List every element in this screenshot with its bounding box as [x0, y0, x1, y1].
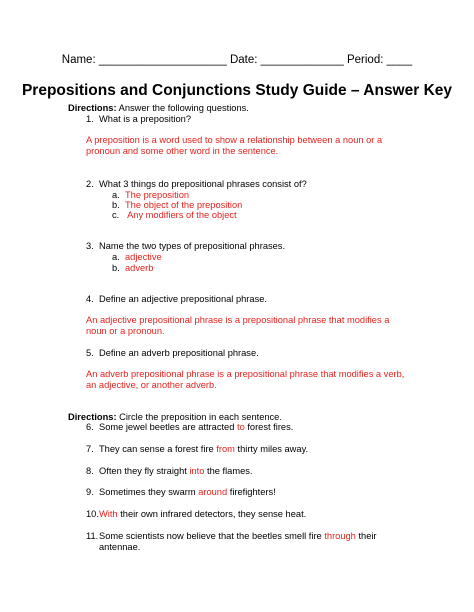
question-number: 1. — [86, 114, 94, 124]
sentence-after: firefighters! — [227, 487, 276, 497]
question-number: 3. — [86, 241, 94, 251]
question-1 — [86, 114, 191, 125]
question-number: 5. — [86, 348, 94, 358]
item-text: adverb — [125, 263, 154, 273]
question-text: Name the two types of prepositional phrases. — [99, 241, 286, 251]
item-letter: b. — [112, 200, 120, 210]
answer-4-line-1: An adjective prepositional phrase is a prepositional phrase that modifies a — [86, 315, 390, 325]
directions-label: Directions: — [68, 103, 117, 113]
question-number: 9. — [86, 487, 94, 497]
question-number: 8. — [86, 466, 94, 476]
question-text: Define an adjective prepositional phrase. — [99, 294, 267, 304]
item-text: The object of the preposition — [125, 200, 243, 210]
item-letter: a. — [112, 252, 120, 262]
answer-5-line-2: an adjective, or another adverb. — [86, 380, 217, 390]
question-number: 7. — [86, 444, 94, 454]
item-text: The preposition — [125, 190, 190, 200]
question-5 — [86, 348, 259, 359]
question-text: What is a preposition? — [99, 114, 191, 124]
answer-3a — [112, 252, 162, 263]
question-number: 11. — [86, 531, 99, 541]
answer-2c — [112, 210, 237, 221]
sentence-after: thirty miles away. — [234, 444, 309, 454]
question-7 — [86, 444, 308, 455]
preposition-answer: to — [236, 422, 245, 432]
directions-text: Answer the following questions. — [116, 103, 249, 113]
sentence-before: They can sense a forest fire — [99, 444, 217, 454]
directions-text: Circle the preposition in each sentence. — [116, 412, 282, 422]
item-text: adjective — [125, 252, 162, 262]
question-number: 4. — [86, 294, 94, 304]
item-letter: a. — [112, 190, 120, 200]
question-9 — [86, 487, 276, 498]
sentence-after: forest fires. — [244, 422, 294, 432]
question-text: Define an adverb prepositional phrase. — [99, 348, 259, 358]
question-3 — [86, 241, 285, 252]
item-letter: c. — [112, 210, 120, 220]
sentence-before: Sometimes they swarm — [99, 487, 199, 497]
question-2 — [86, 179, 307, 190]
question-6 — [86, 422, 293, 433]
question-number: 10. — [86, 509, 99, 519]
sentence-before: Some scientists now believe that the beetles smell fire — [99, 531, 325, 541]
item-letter: b. — [112, 263, 120, 273]
question-number: 2. — [86, 179, 94, 189]
answer-5-line-1: An adverb prepositional phrase is a prepositional phrase that modifies a verb, — [86, 369, 405, 379]
preposition-answer: from — [216, 444, 235, 454]
answer-1-line-2: pronoun and some other word in the sentence. — [86, 146, 279, 156]
question-10 — [86, 509, 306, 520]
directions-1 — [68, 103, 249, 114]
item-text: Any modifiers of the object — [125, 210, 237, 220]
sentence-after: the flames. — [204, 466, 253, 476]
sentence-before: Often they fly straight — [99, 466, 190, 476]
sentence-after: their — [355, 531, 377, 541]
preposition-answer: through — [324, 531, 356, 541]
question-number: 6. — [86, 422, 94, 432]
question-11 — [86, 531, 377, 542]
question-8 — [86, 466, 253, 477]
answer-4-line-2: noun or a pronoun. — [86, 326, 165, 336]
sentence-after: their own infrared detectors, they sense heat. — [117, 509, 307, 519]
answer-3b — [112, 263, 153, 274]
name-date-period-line: Name: ____________________ Date: _____________ Period: ____ — [61, 54, 413, 66]
preposition-answer: With — [99, 509, 118, 519]
preposition-answer: around — [198, 487, 228, 497]
answer-1-line-1: A preposition is a word used to show a relationship between a noun or a — [86, 135, 383, 145]
sentence-before: Some jewel beetles are attracted — [99, 422, 237, 432]
question-11-line-2: antennae. — [99, 542, 141, 552]
question-4 — [86, 294, 267, 305]
preposition-answer: into — [189, 466, 205, 476]
directions-label: Directions: — [68, 412, 117, 422]
question-text: What 3 things do prepositional phrases consist of? — [99, 179, 307, 189]
page-title: Prepositions and Conjunctions Study Guide – Answer Key — [21, 82, 453, 99]
